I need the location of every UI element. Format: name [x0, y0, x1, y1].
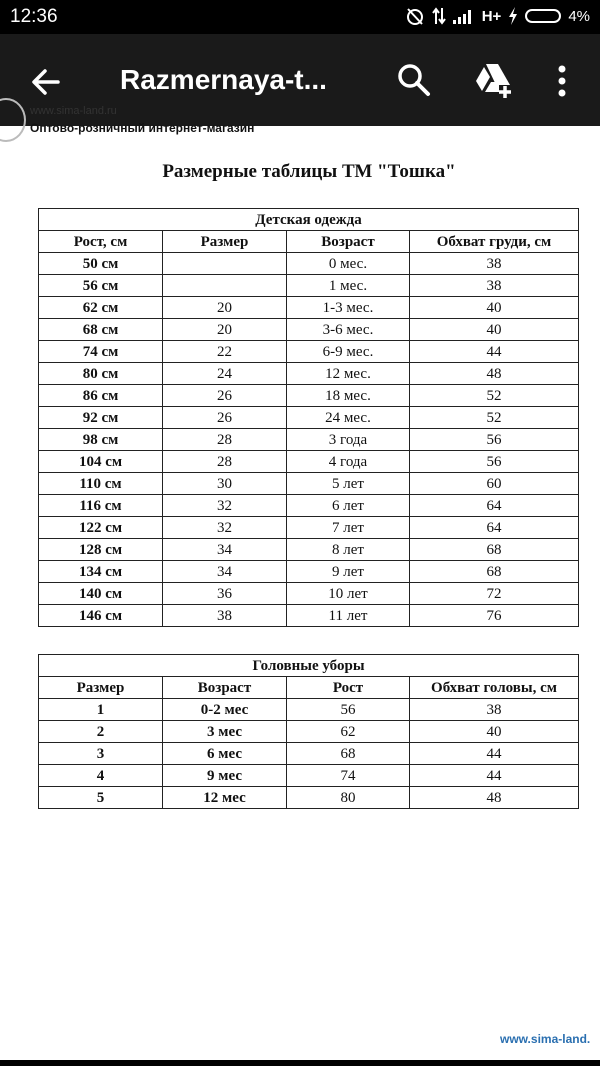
- table-cell: 3 мес: [163, 721, 287, 743]
- header-row: [39, 677, 579, 699]
- table-row: [39, 341, 579, 363]
- table-cell: 140 см: [39, 583, 163, 605]
- table-cell: 9 лет: [287, 561, 410, 583]
- search-icon[interactable]: [396, 62, 432, 98]
- document-title: Razmernaya-t...: [120, 64, 327, 95]
- table-cell: 1-3 мес.: [287, 297, 410, 319]
- column-header: Рост, см: [39, 231, 163, 253]
- site-logo-icon: [0, 98, 26, 142]
- table-cell: 28: [163, 429, 287, 451]
- table-cell: 32: [163, 495, 287, 517]
- table-cell: 5: [39, 787, 163, 809]
- table-cell: 62 см: [39, 297, 163, 319]
- table-cell: 20: [163, 319, 287, 341]
- table-row: [39, 253, 579, 275]
- table-cell: 52: [410, 407, 579, 429]
- table-cell: 44: [410, 765, 579, 787]
- table-row: [39, 385, 579, 407]
- table-cell: 44: [410, 341, 579, 363]
- table-row: [39, 517, 579, 539]
- table-cell: 32: [163, 517, 287, 539]
- table-cell: 62: [287, 721, 410, 743]
- table-row: [39, 495, 579, 517]
- page-title: Размерные таблицы ТМ "Тошка": [162, 161, 456, 182]
- signal-icon: [453, 8, 475, 24]
- add-to-drive-icon[interactable]: [472, 62, 514, 100]
- table-cell: 68: [410, 539, 579, 561]
- table-cell: 64: [410, 517, 579, 539]
- table-cell: 26: [163, 385, 287, 407]
- table-cell: 36: [163, 583, 287, 605]
- table-cell: 38: [410, 275, 579, 297]
- table-cell: 2: [39, 721, 163, 743]
- table-cell: 10 лет: [287, 583, 410, 605]
- table-cell: 40: [410, 721, 579, 743]
- table-row: [39, 297, 579, 319]
- table-cell: 68: [287, 743, 410, 765]
- table-cell: 134 см: [39, 561, 163, 583]
- table-cell: 40: [410, 319, 579, 341]
- data-transfer-icon: [432, 7, 446, 25]
- table-cell: 4: [39, 765, 163, 787]
- table-cell: 76: [410, 605, 579, 627]
- table-caption: Детская одежда: [39, 209, 579, 231]
- status-bar: [0, 0, 600, 34]
- table-cell: 44: [410, 743, 579, 765]
- table-row: [39, 275, 579, 297]
- column-header: Рост: [287, 677, 410, 699]
- table-cell: 116 см: [39, 495, 163, 517]
- table-cell: 74: [287, 765, 410, 787]
- table-row: [39, 561, 579, 583]
- table-cell: 128 см: [39, 539, 163, 561]
- table-cell: 86 см: [39, 385, 163, 407]
- table-cell: 122 см: [39, 517, 163, 539]
- table-cell: 12 мес: [163, 787, 287, 809]
- table-cell: 68 см: [39, 319, 163, 341]
- table-cell: 74 см: [39, 341, 163, 363]
- table-cell: 34: [163, 539, 287, 561]
- table-cell: 11 лет: [287, 605, 410, 627]
- table-cell: [163, 253, 287, 275]
- table-cell: 24: [163, 363, 287, 385]
- table-cell: 1: [39, 699, 163, 721]
- table-cell: 80: [287, 787, 410, 809]
- table-cell: 7 лет: [287, 517, 410, 539]
- table-cell: 9 мес: [163, 765, 287, 787]
- table-cell: 0-2 мес: [163, 699, 287, 721]
- column-header: Обхват груди, см: [410, 231, 579, 253]
- table-cell: 34: [163, 561, 287, 583]
- table-cell: 56: [410, 451, 579, 473]
- table-cell: 50 см: [39, 253, 163, 275]
- table-cell: 3 года: [287, 429, 410, 451]
- battery-icon: [525, 9, 561, 23]
- table-row: [39, 451, 579, 473]
- footer-url: www.sima-land.: [500, 1032, 591, 1046]
- table-cell: 20: [163, 297, 287, 319]
- site-url: www.sima-land.ru: [30, 105, 117, 117]
- table-cell: 68: [410, 561, 579, 583]
- alarm-off-icon: [405, 6, 425, 26]
- table-row: [39, 363, 579, 385]
- table-cell: 48: [410, 363, 579, 385]
- table-row: [39, 407, 579, 429]
- table-row: [39, 721, 579, 743]
- table-cell: 60: [410, 473, 579, 495]
- table-cell: 3: [39, 743, 163, 765]
- table-row: [39, 699, 579, 721]
- table-cell: 26: [163, 407, 287, 429]
- table-row: [39, 583, 579, 605]
- table-cell: 38: [410, 699, 579, 721]
- more-options-icon[interactable]: [552, 64, 572, 98]
- table-row: [39, 319, 579, 341]
- charging-icon: [508, 7, 518, 25]
- table-cell: 4 года: [287, 451, 410, 473]
- table-cell: 38: [163, 605, 287, 627]
- table-row: [39, 743, 579, 765]
- table-cell: 8 лет: [287, 539, 410, 561]
- table-cell: 38: [410, 253, 579, 275]
- column-header: Обхват головы, см: [410, 677, 579, 699]
- table-cell: 56: [287, 699, 410, 721]
- table-cell: 98 см: [39, 429, 163, 451]
- table-row: [39, 429, 579, 451]
- battery-percent: 4%: [568, 7, 590, 25]
- status-icons: [405, 6, 590, 26]
- table-cell: 6 мес: [163, 743, 287, 765]
- table-cell: 30: [163, 473, 287, 495]
- table-cell: [163, 275, 287, 297]
- table-cell: 3-6 мес.: [287, 319, 410, 341]
- navigation-bar: [0, 1060, 600, 1066]
- table-cell: 0 мес.: [287, 253, 410, 275]
- column-header: Возраст: [163, 677, 287, 699]
- table-row: [39, 787, 579, 809]
- table-cell: 28: [163, 451, 287, 473]
- status-time: 12:36: [10, 6, 58, 27]
- table-cell: 24 мес.: [287, 407, 410, 429]
- table-cell: 92 см: [39, 407, 163, 429]
- site-subtitle: Оптово-розничный интернет-магазин: [30, 121, 255, 135]
- table-cell: 52: [410, 385, 579, 407]
- back-arrow-icon[interactable]: [30, 66, 62, 98]
- table-cell: 56 см: [39, 275, 163, 297]
- table-cell: 1 мес.: [287, 275, 410, 297]
- table-cell: 56: [410, 429, 579, 451]
- table-cell: 6-9 мес.: [287, 341, 410, 363]
- column-header: Возраст: [287, 231, 410, 253]
- table-cell: 12 мес.: [287, 363, 410, 385]
- table-cell: 64: [410, 495, 579, 517]
- table-cell: 80 см: [39, 363, 163, 385]
- table-cell: 146 см: [39, 605, 163, 627]
- kids-clothing-table: [38, 208, 579, 627]
- column-header: Размер: [163, 231, 287, 253]
- document-header: [0, 100, 600, 138]
- table-cell: 48: [410, 787, 579, 809]
- table-caption: Головные уборы: [39, 655, 579, 677]
- table-cell: 18 мес.: [287, 385, 410, 407]
- table-cell: 22: [163, 341, 287, 363]
- header-row: [39, 231, 579, 253]
- table-cell: 72: [410, 583, 579, 605]
- headwear-table: [38, 654, 579, 809]
- column-header: Размер: [39, 677, 163, 699]
- table-cell: 110 см: [39, 473, 163, 495]
- network-type: H+: [481, 7, 502, 25]
- table-row: [39, 539, 579, 561]
- table-cell: 6 лет: [287, 495, 410, 517]
- table-row: [39, 605, 579, 627]
- table-cell: 104 см: [39, 451, 163, 473]
- table-row: [39, 473, 579, 495]
- table-cell: 40: [410, 297, 579, 319]
- table-row: [39, 765, 579, 787]
- table-cell: 5 лет: [287, 473, 410, 495]
